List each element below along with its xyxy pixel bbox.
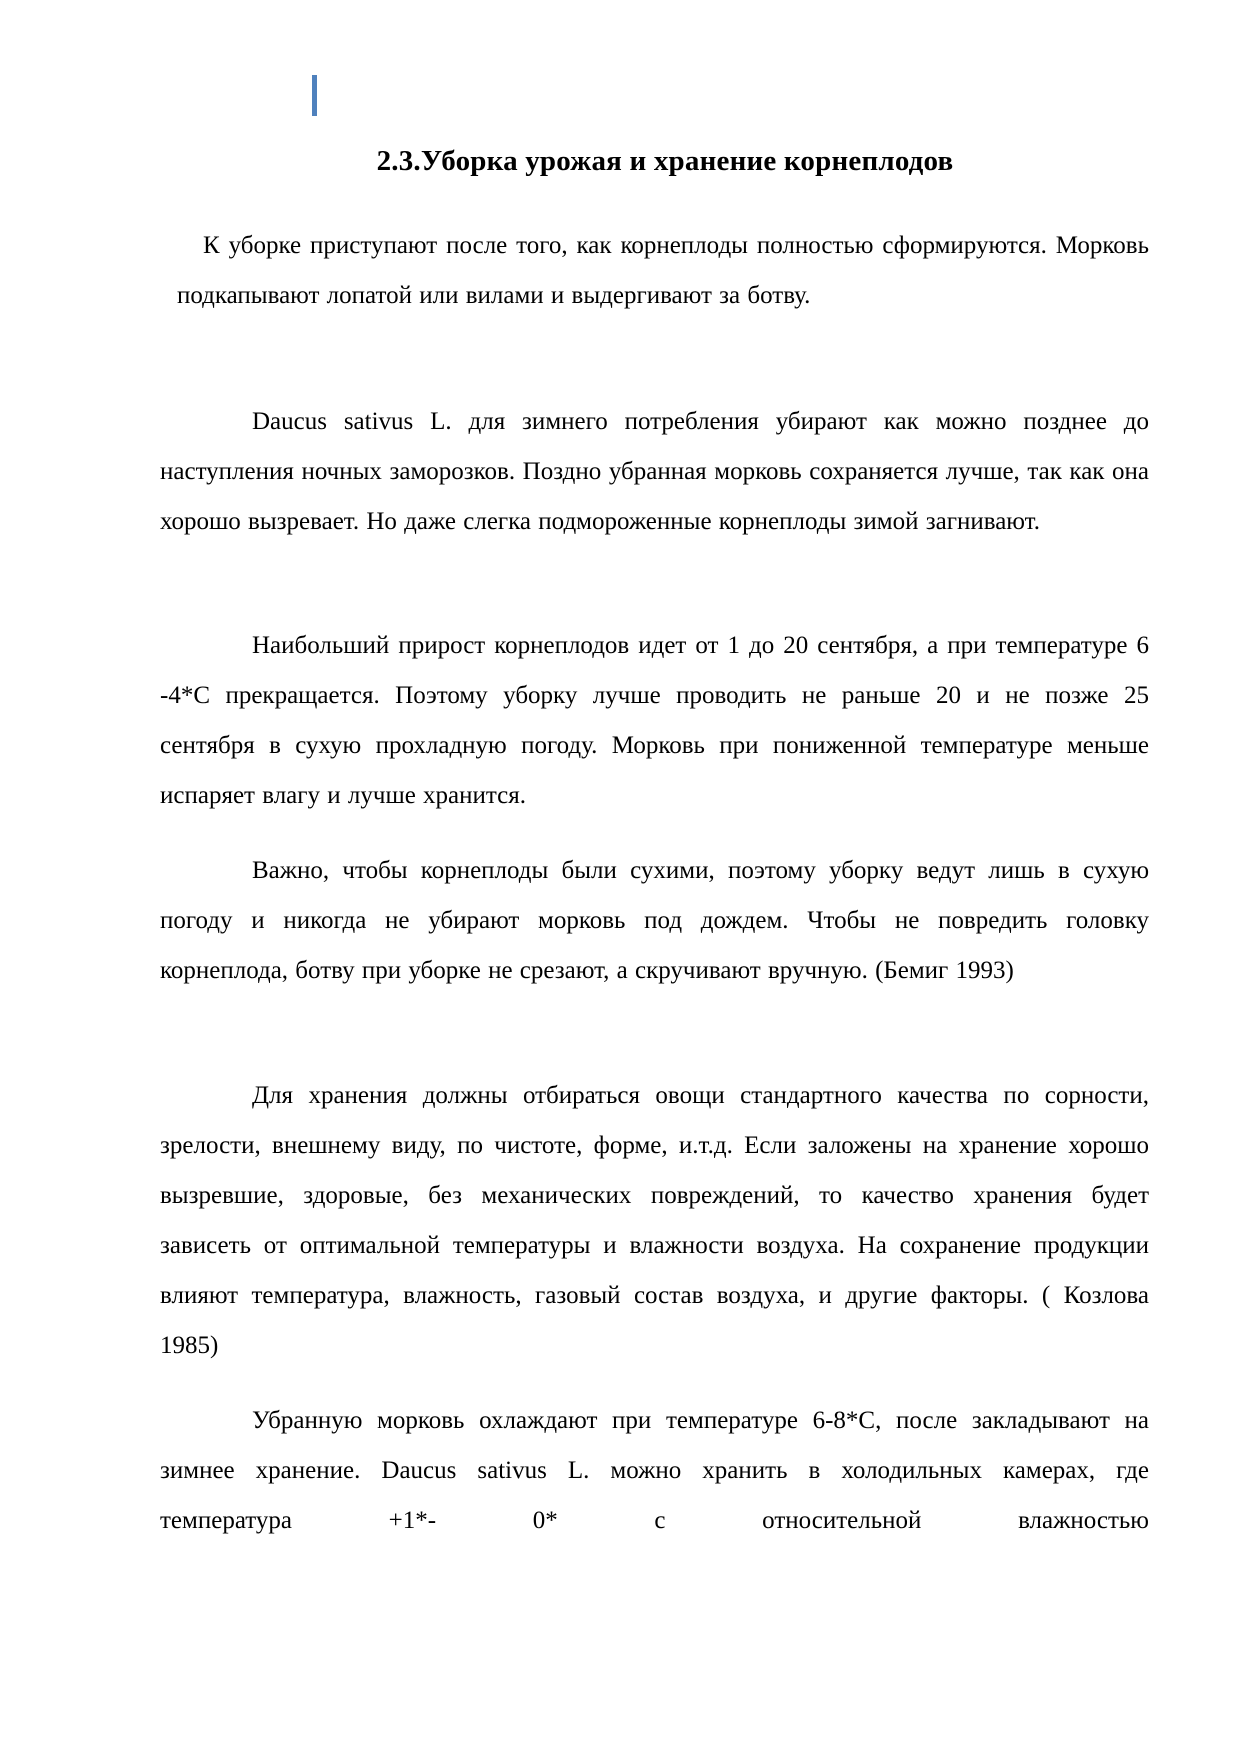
paragraph-harvest-timing: Наибольший прирост корнеплодов идет от 1 до 20 сентября, а при температуре 6 -4*С прекращается. Поэтому уборку лучше проводить не раньше 20 и не позже 25 сентября в сухую прохладную погоду. Морковь при пониженной температуре меньше испаряет влагу и лучше хранится.	[160, 632, 1149, 809]
paragraph-winter-harvest: Daucus sativus L. для зимнего потребления убирают как можно позднее до наступления ночных заморозков. Поздно убранная морковь сохраняется лучше, так как она хорошо вызревает. Но даже слегка подмороженные корнеплоды зимой загнивают.	[160, 408, 1149, 535]
section-heading: 2.3.Уборка урожая и хранение корнеплодов	[376, 145, 954, 177]
paragraph-storage-selection: Для хранения должны отбираться овощи стандартного качества по сорности, зрелости, внешнему виду, по чистоте, форме, и.т.д. Если заложены на хранение хорошо вызревшие, здоровые, без механических повреждений, то качество хранения будет зависеть от оптимальной температуры и влажности воздуха. На сохранение продукции влияют температура, влажность, газовый состав воздуха, и другие факторы. ( Козлова 1985)	[160, 1082, 1149, 1359]
paragraph-dry-harvest: Важно, чтобы корнеплоды были сухими, поэтому уборку ведут лишь в сухую погоду и никогда не убирают морковь под дождем. Чтобы не повредить головку корнеплода, ботву при уборке не срезают, а скручивают вручную. (Бемиг 1993)	[160, 857, 1149, 984]
text-cursor	[312, 75, 317, 116]
paragraph-cooling-storage: Убранную морковь охлаждают при температуре 6-8*С, после закладывают на зимнее хранение. Daucus sativus L. можно хранить в холодильных камерах, где температура +1*- 0* с относительной влажностью	[160, 1407, 1149, 1534]
paragraph-harvest-start: К уборке приступают после того, как корнеплоды полностью сформируются. Морковь подкапывают лопатой или вилами и выдергивают за ботву.	[177, 232, 1149, 309]
